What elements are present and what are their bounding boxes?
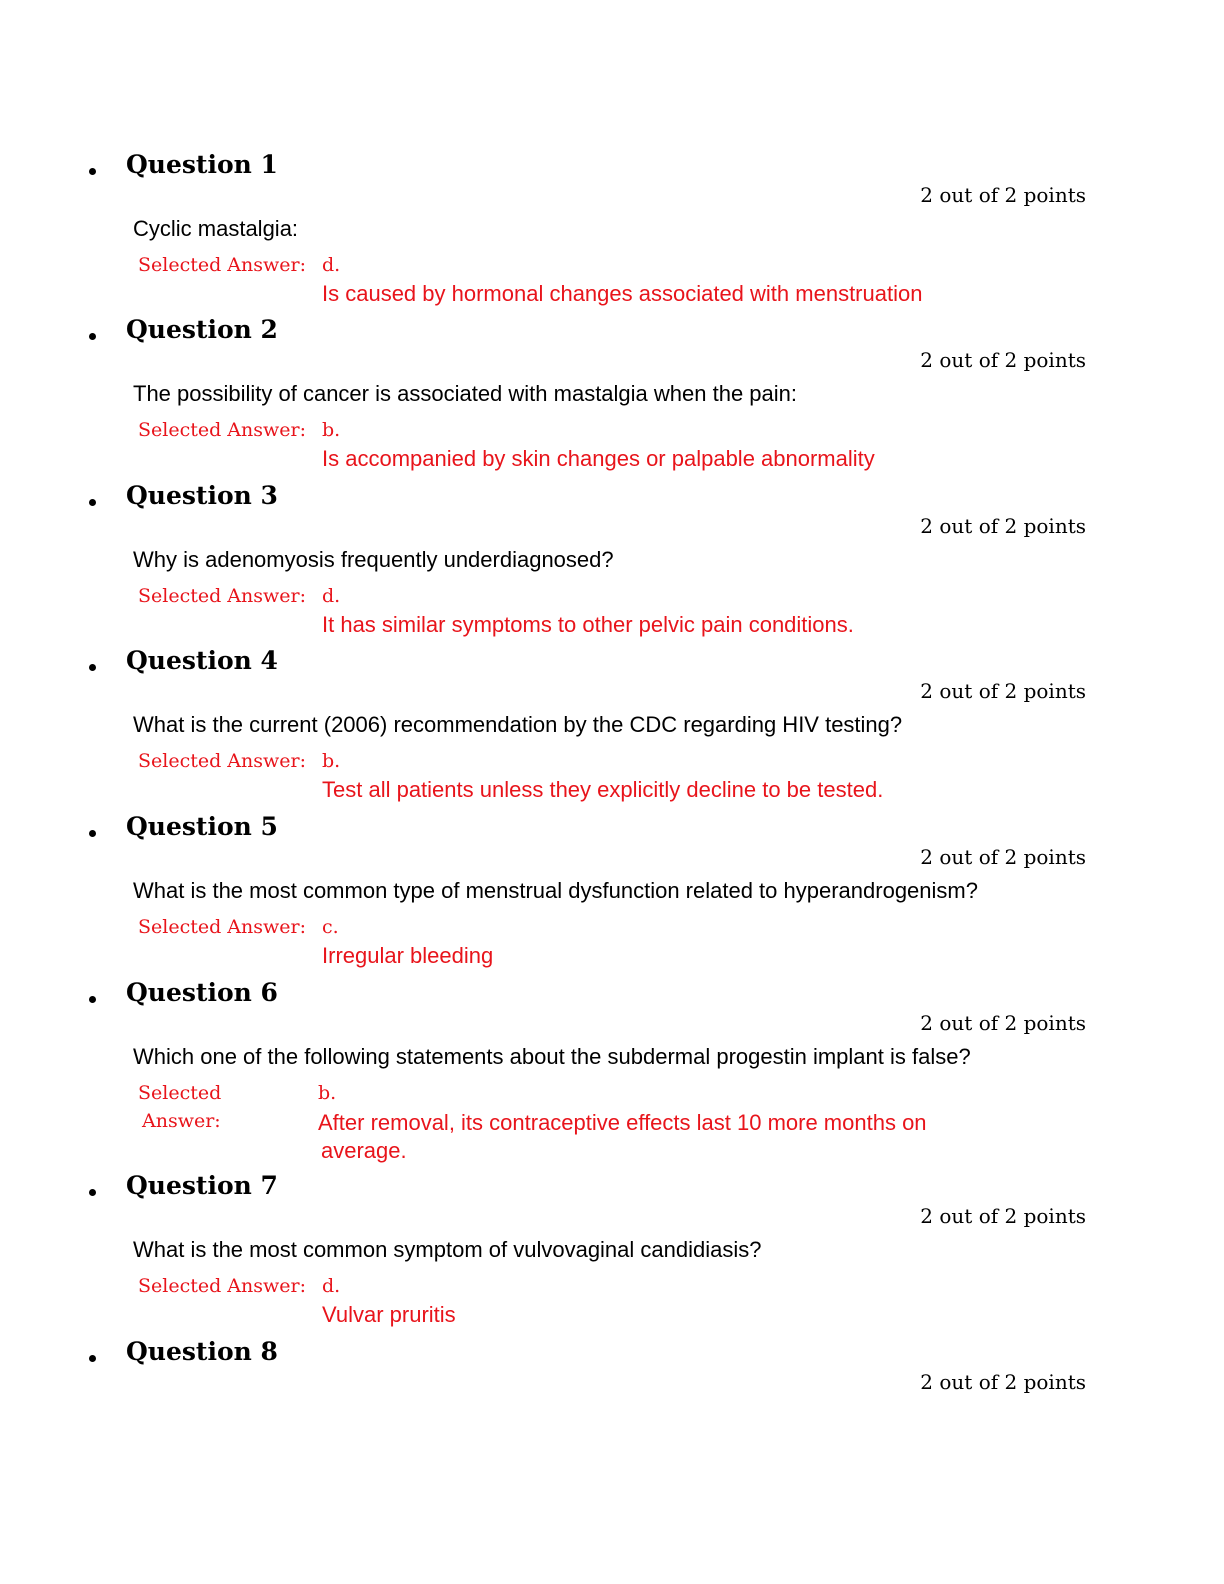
selected-answer-label: Selected Answer: — [138, 585, 307, 607]
answer-text-line: average. — [321, 1138, 407, 1163]
bullet-icon — [89, 1189, 96, 1196]
answer-letter: c. — [322, 916, 339, 938]
selected-answer-label: Selected Answer: — [138, 1275, 307, 1297]
question-points: 2 out of 2 points — [920, 514, 1086, 538]
bullet-icon — [89, 996, 96, 1003]
answer-text — [318, 1109, 978, 1165]
selected-answer-label: Selected Answer: — [138, 916, 307, 938]
selected-answer-label-cont: Answer: — [142, 1110, 221, 1132]
answer-letter: d. — [322, 1275, 341, 1297]
question-points: 2 out of 2 points — [920, 183, 1086, 207]
answer-text-line: After removal, its contraceptive effects last 10 more months on — [318, 1110, 927, 1135]
question-title: Question 2 — [126, 315, 278, 344]
answer-text: It has similar symptoms to other pelvic pain conditions. — [322, 612, 854, 637]
question-text: Cyclic mastalgia: — [133, 216, 299, 241]
question-points: 2 out of 2 points — [920, 1011, 1086, 1035]
answer-letter: d. — [322, 585, 341, 607]
question-title: Question 6 — [126, 978, 278, 1007]
selected-answer-label: Selected Answer: — [138, 419, 307, 441]
selected-answer-label: Selected — [138, 1082, 222, 1104]
answer-letter: b. — [322, 419, 341, 441]
question-text: Which one of the following statements about the subdermal progestin implant is false? — [133, 1044, 971, 1069]
question-text: What is the most common type of menstrual dysfunction related to hyperandrogenism? — [133, 878, 978, 903]
bullet-icon — [89, 664, 96, 671]
selected-answer-label: Selected Answer: — [138, 750, 307, 772]
question-text: Why is adenomyosis frequently underdiagnosed? — [133, 547, 614, 572]
question-points: 2 out of 2 points — [920, 348, 1086, 372]
selected-answer-label: Selected Answer: — [138, 254, 307, 276]
answer-text: Irregular bleeding — [322, 943, 494, 968]
answer-text: Vulvar pruritis — [322, 1302, 456, 1327]
bullet-icon — [89, 333, 96, 340]
bullet-icon — [89, 168, 96, 175]
answer-text: Is accompanied by skin changes or palpable abnormality — [322, 446, 875, 471]
question-text: What is the current (2006) recommendation by the CDC regarding HIV testing? — [133, 712, 903, 737]
answer-letter: d. — [322, 254, 341, 276]
question-title: Question 4 — [126, 646, 278, 675]
bullet-icon — [89, 499, 96, 506]
question-points: 2 out of 2 points — [920, 1204, 1086, 1228]
question-points: 2 out of 2 points — [920, 1370, 1086, 1394]
question-title: Question 7 — [126, 1171, 278, 1200]
question-points: 2 out of 2 points — [920, 845, 1086, 869]
answer-text: Test all patients unless they explicitly decline to be tested. — [322, 777, 884, 802]
question-text: The possibility of cancer is associated with mastalgia when the pain: — [133, 381, 798, 406]
question-title: Question 3 — [126, 481, 278, 510]
answer-letter: b. — [318, 1082, 337, 1104]
answer-text: Is caused by hormonal changes associated with menstruation — [322, 281, 923, 306]
question-title: Question 8 — [126, 1337, 278, 1366]
answer-letter: b. — [322, 750, 341, 772]
bullet-icon — [89, 830, 96, 837]
question-text: What is the most common symptom of vulvovaginal candidiasis? — [133, 1237, 762, 1262]
question-points: 2 out of 2 points — [920, 679, 1086, 703]
question-title: Question 1 — [126, 150, 278, 179]
bullet-icon — [89, 1355, 96, 1362]
question-title: Question 5 — [126, 812, 278, 841]
